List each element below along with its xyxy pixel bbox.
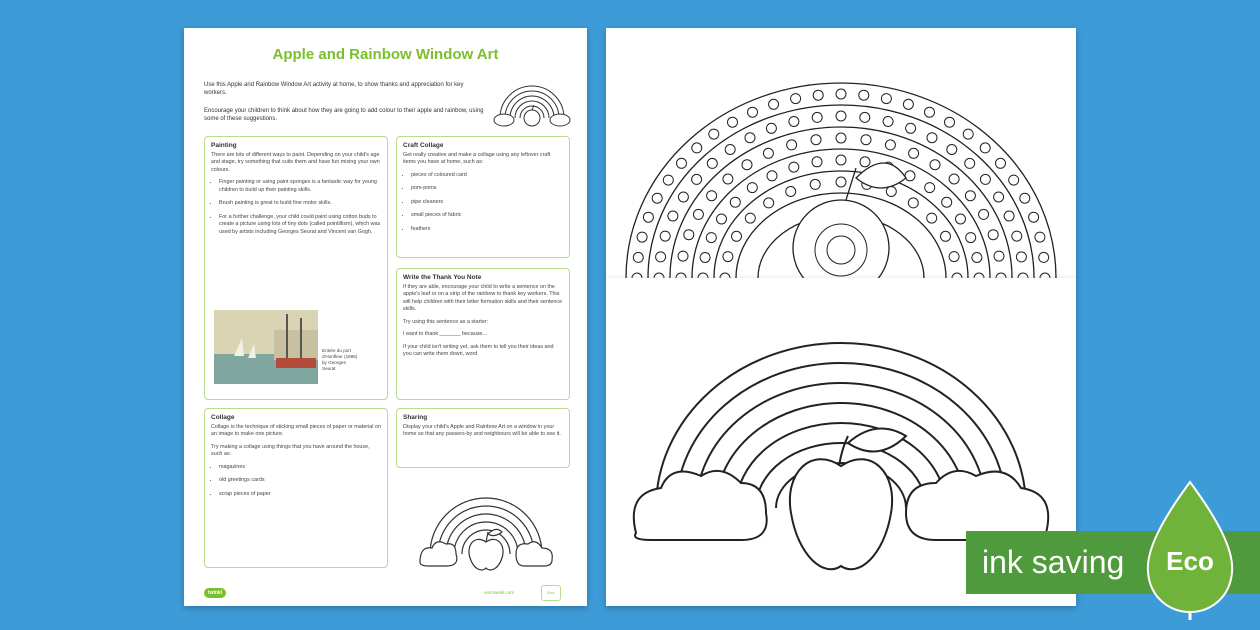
- mandala-dot: [885, 140, 895, 150]
- mandala-dot: [930, 160, 940, 170]
- mandala-dot: [909, 148, 919, 158]
- thank-you-starter: I want to thank _______ because...: [403, 331, 487, 337]
- mandala-dot: [1029, 212, 1039, 222]
- mandala-dot: [979, 209, 989, 219]
- mandala-dot: [717, 214, 727, 224]
- mandala-dot: [994, 251, 1004, 261]
- mandala-dot: [1012, 231, 1022, 241]
- sharing-heading: Sharing: [403, 414, 428, 421]
- mandala-dot: [789, 162, 799, 172]
- mandala-dot: [660, 231, 670, 241]
- mandala-dot: [692, 143, 702, 153]
- mandala-dot: [693, 209, 703, 219]
- craft-collage-text: Get really creative and make a collage using any leftover craft items you have at home, such as:: [403, 151, 551, 165]
- mandala-dot: [965, 191, 975, 201]
- mandala-dot: [692, 174, 702, 184]
- thank-you-closing: If your child isn't writing yet, ask them to tell you their ideas and you can write them down, word: [403, 343, 554, 357]
- painting-caption: Entrée du port d'Honfleur (1886) by Georges Seurat: [322, 348, 358, 371]
- mandala-dot: [766, 123, 776, 133]
- painting-text: There are lots of different ways to paint. Depending on your child's age and stage, try something that suits them and have fun mixing your own colours.: [211, 151, 380, 173]
- thank-you-text: If they are able, encourage your child to write a sentence on the apple's leaf or on a strip of the rainbow to thank key workers. This will help children with their letter formation skills and their sentence skills.: [403, 283, 563, 312]
- mandala-dot: [861, 135, 871, 145]
- mandala-dot: [656, 252, 666, 262]
- craft-collage-heading: Craft Collage: [403, 142, 444, 149]
- mandala-dot: [949, 252, 959, 262]
- mandala-dot: [678, 251, 688, 261]
- collage-bullet-3: • scrap pieces of paper: [219, 491, 381, 499]
- mandala-dot: [927, 133, 937, 143]
- mandala-dot: [723, 174, 733, 184]
- mandala-dot: [1004, 211, 1014, 221]
- mandala-dot: [860, 112, 870, 122]
- painting-heading: Painting: [211, 142, 237, 149]
- painting-bullet-2: • Brush painting is great to build fine motor skills.: [219, 200, 381, 208]
- mandala-dot: [860, 157, 870, 167]
- mandala-dot: [813, 90, 823, 100]
- mandala-dot: [725, 145, 735, 155]
- mandala-dot: [836, 133, 846, 143]
- footer-url: visit twinkl.com: [484, 590, 515, 595]
- mandala-dot: [668, 211, 678, 221]
- craft-bullet-2: • pom-poms: [411, 185, 563, 193]
- mandala-dot: [812, 112, 822, 122]
- mandala-dot: [972, 253, 982, 263]
- eco-label: Eco: [1166, 546, 1214, 576]
- mandala-dot: [730, 197, 740, 207]
- mandala-dot: [994, 192, 1004, 202]
- collage-heading: Collage: [211, 414, 235, 421]
- eco-leaf-icon: [1142, 480, 1238, 620]
- mandala-dot: [707, 191, 717, 201]
- seurat-painting-image: [214, 310, 318, 384]
- mandala-dot: [947, 145, 957, 155]
- mandala-dot: [1039, 252, 1049, 262]
- mandala-dot: [637, 232, 647, 242]
- sharing-text: Display your child's Apple and Rainbow Art on a window in your home so that any passers-by and neighbours will be able to see it.: [403, 423, 561, 437]
- mandala-dot: [764, 198, 774, 208]
- mandala-dot: [927, 213, 937, 223]
- mandala-dot: [988, 230, 998, 240]
- mandala-dot: [956, 214, 966, 224]
- mandala-rainbow-page: [606, 28, 1076, 278]
- collage-section: [204, 408, 388, 568]
- mandala-dot: [906, 123, 916, 133]
- small-rainbow-icon: [492, 76, 572, 128]
- craft-collage-section: [396, 136, 570, 258]
- mandala-dot: [767, 171, 777, 181]
- craft-bullet-3: • pipe cleaners: [411, 199, 563, 207]
- worksheet-page: [184, 28, 587, 606]
- mandala-dot: [663, 175, 673, 185]
- mandala-dot: [836, 111, 846, 121]
- mandala-dot: [786, 187, 796, 197]
- craft-bullet-5: • feathers: [411, 226, 563, 234]
- mandala-dot: [859, 90, 869, 100]
- mandala-dot: [836, 89, 846, 99]
- mandala-dot: [810, 179, 820, 189]
- collage-text-2: Try making a collage using things that you have around the house, such as:: [211, 443, 370, 457]
- mandala-dot: [643, 212, 653, 222]
- mandala-dot: [789, 117, 799, 127]
- mandala-dot: [652, 193, 662, 203]
- mandala-dot: [1009, 175, 1019, 185]
- mandala-dot: [723, 252, 733, 262]
- collage-bullet-1: • magazines: [219, 464, 381, 472]
- mandala-dot: [812, 157, 822, 167]
- mandala-dot: [949, 174, 959, 184]
- mandala-dot: [728, 117, 738, 127]
- mandala-dot: [965, 158, 975, 168]
- thank-you-heading: Write the Thank You Note: [403, 274, 482, 281]
- worksheet-title: Apple and Rainbow Window Art: [272, 46, 499, 63]
- mandala-dot: [963, 129, 973, 139]
- mandala-dot: [980, 174, 990, 184]
- mandala-dot: [1016, 252, 1026, 262]
- thank-you-note-section: [396, 268, 570, 400]
- mandala-dot: [748, 107, 758, 117]
- ink-saving-label: ink saving: [982, 544, 1125, 580]
- mandala-dot: [883, 117, 893, 127]
- mandala-dot: [684, 230, 694, 240]
- mandala-dot: [905, 171, 915, 181]
- mandala-dot: [886, 187, 896, 197]
- mandala-rainbow-illustration: [606, 28, 1076, 278]
- collage-bullet-2: • old greetings cards: [219, 477, 381, 485]
- mandala-dot: [791, 94, 801, 104]
- mandala-dot: [747, 183, 757, 193]
- craft-bullet-1: • pieces of coloured card: [411, 172, 563, 180]
- thank-you-starter-intro: Try using this sentence as a starter:: [403, 318, 489, 325]
- mandala-dot: [945, 117, 955, 127]
- mandala-dot: [787, 140, 797, 150]
- mandala-dot: [706, 233, 716, 243]
- mandala-dot: [678, 192, 688, 202]
- mandala-dot: [941, 231, 951, 241]
- mandala-dot: [836, 177, 846, 187]
- mandala-dot: [925, 107, 935, 117]
- twinkl-logo: twinkl: [204, 588, 226, 598]
- intro-text-1: Use this Apple and Rainbow Window Art activity at home, to show thanks and appreciation for key workers.: [204, 82, 464, 96]
- mandala-dot: [925, 183, 935, 193]
- painting-bullet-1: • Finger painting or using paint sponges is a fantastic way for young children to build up their painting skills.: [219, 179, 381, 194]
- intro-text-2: Encourage your children to think about how they are going to add colour to their apple and rainbow, using some of these suggestions.: [204, 108, 484, 122]
- mandala-dot: [996, 158, 1006, 168]
- rainbow-apple-illustration-small: [416, 474, 556, 574]
- mandala-dot: [942, 197, 952, 207]
- mandala-dot: [633, 252, 643, 262]
- mandala-dot: [700, 253, 710, 263]
- mandala-dot: [745, 213, 755, 223]
- mandala-dot: [980, 143, 990, 153]
- mandala-dot: [1020, 193, 1030, 203]
- mandala-dot: [709, 129, 719, 139]
- mandala-dot: [881, 94, 891, 104]
- mandala-dot: [677, 158, 687, 168]
- collage-text-1: Collage is the technique of sticking small pieces of paper or material on an image to make one picture.: [211, 423, 381, 437]
- sharing-section: [396, 408, 570, 468]
- mandala-dot: [707, 158, 717, 168]
- painting-bullet-3: • For a further challenge, your child could paint using cotton buds to create a picture using lots of tiny dots (called pointillism), which was used by artists including Georges Seurat and Vincent van Gogh.: [219, 214, 381, 237]
- mandala-dot: [903, 99, 913, 109]
- footer-eco-badge: Eco: [541, 585, 561, 601]
- mandala-dot: [811, 135, 821, 145]
- mandala-dot: [732, 231, 742, 241]
- mandala-dot: [769, 99, 779, 109]
- craft-bullet-4: • small pieces of fabric: [411, 212, 563, 220]
- mandala-dot: [908, 198, 918, 208]
- mandala-dot: [745, 133, 755, 143]
- mandala-dot: [742, 160, 752, 170]
- mandala-dot: [966, 233, 976, 243]
- mandala-dot: [763, 148, 773, 158]
- mandala-dot: [836, 155, 846, 165]
- mandala-dot: [1035, 232, 1045, 242]
